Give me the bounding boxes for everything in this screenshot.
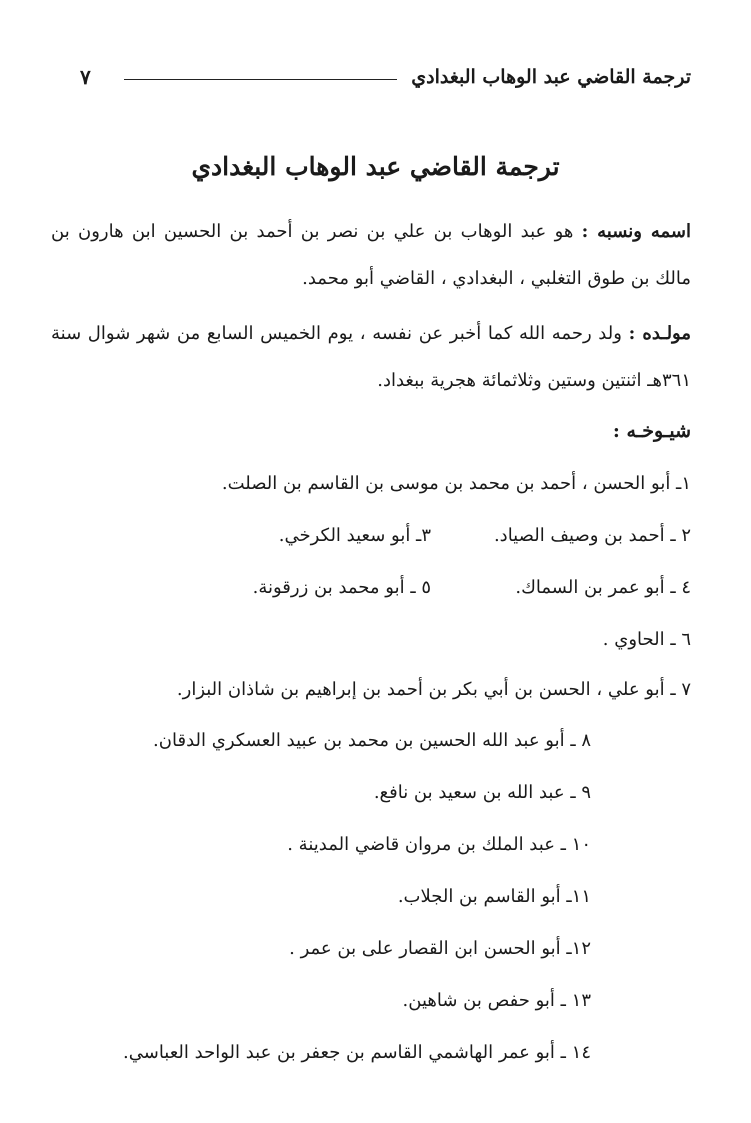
teacher-item-8: ٨ ـ أبو عبد الله الحسين بن محمد بن عبيد العسكري الدقان.	[153, 730, 591, 751]
body-text	[51, 208, 691, 1076]
name-text: هو عبد الوهاب بن علي بن نصر بن أحمد بن الحسين ابن هارون بن مالك بن طوق التغلبي ، البغدادي ، القاضي أبو محمد.	[51, 221, 691, 289]
teacher-item-11: ١١ـ أبو القاسم بن الجلاب.	[397, 886, 591, 907]
teacher-item-10: ١٠ ـ عبد الملك بن مروان قاضي المدينة .	[287, 834, 591, 855]
header-rule	[124, 79, 397, 80]
teacher-item-7: ٧ ـ أبو علي ، الحسن بن أبي بكر بن أحمد بن إبراهيم بن شاذان البزار.	[176, 679, 691, 700]
birth-paragraph	[51, 310, 691, 404]
name-paragraph	[51, 208, 691, 302]
teacher-item-12: ١٢ـ أبو الحسن ابن القصار على بن عمر .	[289, 938, 591, 959]
teacher-item-4: ٤ ـ أبو عمر بن السماك.	[515, 577, 691, 598]
birth-text: ولد رحمه الله كما أخبر عن نفسه ، يوم الخميس السابع من شهر شوال سنة ٣٦١هـ اثنتين وستين وثلاثمائة هجرية ببغداد.	[51, 323, 691, 391]
birth-label: مولـده :	[628, 323, 691, 344]
teacher-item-6: ٦ ـ الحاوي .	[602, 629, 691, 650]
teacher-item-9: ٩ ـ عبد الله بن سعيد بن نافع.	[373, 782, 591, 803]
running-title: ترجمة القاضي عبد الوهاب البغدادي	[411, 66, 691, 88]
teacher-item-5: ٥ ـ أبو محمد بن زرقونة.	[252, 577, 431, 598]
teacher-row-2-3	[51, 512, 691, 559]
teacher-item-3: ٣ـ أبو سعيد الكرخي.	[278, 525, 431, 546]
name-label: اسمه ونسبه :	[581, 221, 691, 242]
teacher-row-4-5	[51, 564, 691, 611]
teacher-item-1: ١ـ أبو الحسن ، أحمد بن محمد بن موسى بن القاسم بن الصلت.	[221, 473, 691, 494]
teacher-item-13: ١٣ ـ أبو حفص بن شاهين.	[402, 990, 591, 1011]
running-header	[80, 62, 691, 92]
page-number: ٧	[80, 65, 91, 89]
chapter-title: ترجمة القاضي عبد الوهاب البغدادي	[191, 152, 560, 181]
teacher-item-14: ١٤ ـ أبو عمر الهاشمي القاسم بن جعفر بن عبد الواحد العباسي.	[123, 1042, 591, 1063]
teachers-heading: شيـوخـه :	[612, 420, 691, 442]
teacher-item-2: ٢ ـ أحمد بن وصيف الصياد.	[493, 525, 691, 546]
